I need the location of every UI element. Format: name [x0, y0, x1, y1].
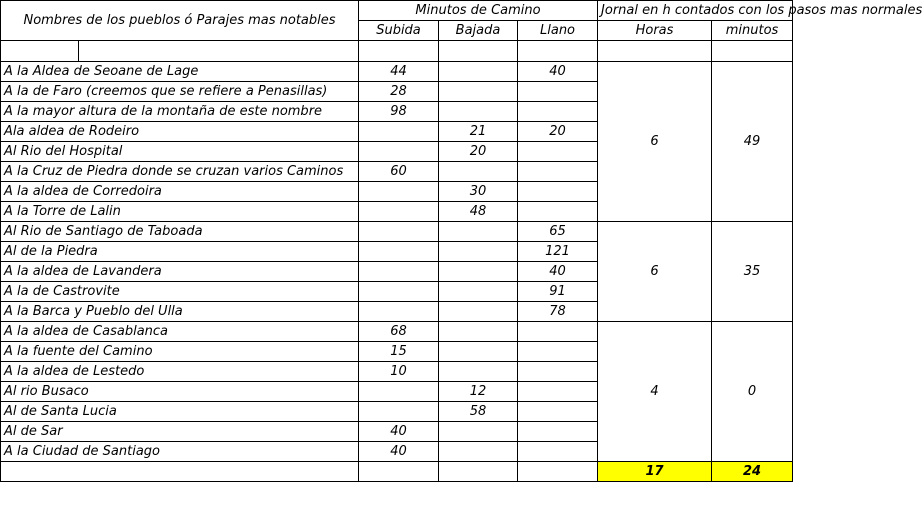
llano-value: 121: [518, 242, 598, 262]
subida-value: [359, 302, 439, 322]
spacer-row: [1, 41, 793, 62]
llano-value: 20: [518, 122, 598, 142]
subida-value: [359, 182, 439, 202]
totals-blank: [518, 462, 598, 482]
header-minutes-group: Minutos de Camino: [359, 1, 598, 21]
place-name: A la de Faro (creemos que se refiere a Penasillas): [1, 82, 359, 102]
place-name: A la aldea de Corredoira: [1, 182, 359, 202]
llano-value: [518, 362, 598, 382]
place-name: Al de Sar: [1, 422, 359, 442]
subida-value: 44: [359, 62, 439, 82]
bajada-value: [439, 82, 518, 102]
spacer-cell: [518, 41, 598, 62]
bajada-value: 12: [439, 382, 518, 402]
table-row: [1, 62, 793, 82]
header-horas: Horas: [598, 21, 712, 41]
place-name: Al Rio de Santiago de Taboada: [1, 222, 359, 242]
llano-value: 40: [518, 62, 598, 82]
place-name: A la Cruz de Piedra donde se cruzan varios Caminos: [1, 162, 359, 182]
totals-blank: [439, 462, 518, 482]
bajada-value: [439, 282, 518, 302]
llano-value: [518, 162, 598, 182]
subida-value: 15: [359, 342, 439, 362]
llano-value: [518, 442, 598, 462]
subida-value: 40: [359, 442, 439, 462]
bajada-value: 58: [439, 402, 518, 422]
group-1-horas: 6: [598, 62, 712, 222]
header-bajada: Bajada: [439, 21, 518, 41]
bajada-value: 48: [439, 202, 518, 222]
place-name: Ala aldea de Rodeiro: [1, 122, 359, 142]
bajada-value: [439, 222, 518, 242]
bajada-value: [439, 322, 518, 342]
spacer-cell: [359, 41, 439, 62]
place-name: A la fuente del Camino: [1, 342, 359, 362]
place-name: A la de Castrovite: [1, 282, 359, 302]
group-3-horas: 4: [598, 322, 712, 462]
subida-value: [359, 122, 439, 142]
group-1-minutos: 49: [712, 62, 793, 222]
bajada-value: [439, 342, 518, 362]
llano-value: 40: [518, 262, 598, 282]
subida-value: 28: [359, 82, 439, 102]
subida-value: 98: [359, 102, 439, 122]
totals-blank: [1, 462, 359, 482]
place-name: A la mayor altura de la montaña de este nombre: [1, 102, 359, 122]
llano-value: [518, 322, 598, 342]
bajada-value: [439, 62, 518, 82]
subida-value: [359, 402, 439, 422]
header-subida: Subida: [359, 21, 439, 41]
bajada-value: [439, 442, 518, 462]
bajada-value: [439, 362, 518, 382]
llano-value: [518, 422, 598, 442]
bajada-value: [439, 102, 518, 122]
bajada-value: [439, 262, 518, 282]
bajada-value: [439, 162, 518, 182]
place-name: Al rio Busaco: [1, 382, 359, 402]
table-row: [1, 222, 793, 242]
llano-value: [518, 182, 598, 202]
place-name: A la aldea de Lestedo: [1, 362, 359, 382]
total-horas: 17: [598, 462, 712, 482]
bajada-value: 21: [439, 122, 518, 142]
subida-value: [359, 382, 439, 402]
bajada-value: [439, 422, 518, 442]
place-name: A la Barca y Pueblo del Ulla: [1, 302, 359, 322]
subida-value: 40: [359, 422, 439, 442]
subida-value: [359, 222, 439, 242]
spacer-cell: [1, 41, 79, 62]
bajada-value: [439, 302, 518, 322]
place-name: A la Aldea de Seoane de Lage: [1, 62, 359, 82]
subida-value: 68: [359, 322, 439, 342]
place-name: Al de Santa Lucia: [1, 402, 359, 422]
totals-row: [1, 462, 793, 482]
bajada-value: 30: [439, 182, 518, 202]
subida-value: 10: [359, 362, 439, 382]
header-jornal-group: Jornal en h contados con los pasos mas normales: [598, 1, 793, 21]
header-llano: Llano: [518, 21, 598, 41]
subida-value: 60: [359, 162, 439, 182]
subida-value: [359, 202, 439, 222]
bajada-value: [439, 242, 518, 262]
llano-value: [518, 202, 598, 222]
subida-value: [359, 262, 439, 282]
group-2-minutos: 35: [712, 222, 793, 322]
totals-blank: [359, 462, 439, 482]
table-row: [1, 322, 793, 342]
place-name: Al de la Piedra: [1, 242, 359, 262]
header-minutos: minutos: [712, 21, 793, 41]
subida-value: [359, 142, 439, 162]
place-name: A la Ciudad de Santiago: [1, 442, 359, 462]
llano-value: 65: [518, 222, 598, 242]
group-2-horas: 6: [598, 222, 712, 322]
llano-value: [518, 142, 598, 162]
llano-value: [518, 342, 598, 362]
place-name: A la Torre de Lalin: [1, 202, 359, 222]
header-place-names: Nombres de los pueblos ó Parajes mas notables: [1, 1, 359, 41]
spacer-cell: [79, 41, 359, 62]
bajada-value: 20: [439, 142, 518, 162]
subida-value: [359, 242, 439, 262]
llano-value: 91: [518, 282, 598, 302]
llano-value: [518, 102, 598, 122]
group-3-minutos: 0: [712, 322, 793, 462]
spacer-cell: [712, 41, 793, 62]
llano-value: [518, 382, 598, 402]
llano-value: [518, 402, 598, 422]
subida-value: [359, 282, 439, 302]
place-name: A la aldea de Lavandera: [1, 262, 359, 282]
place-name: Al Rio del Hospital: [1, 142, 359, 162]
llano-value: [518, 82, 598, 102]
spacer-cell: [598, 41, 712, 62]
llano-value: 78: [518, 302, 598, 322]
place-name: A la aldea de Casablanca: [1, 322, 359, 342]
spacer-cell: [439, 41, 518, 62]
total-minutos: 24: [712, 462, 793, 482]
